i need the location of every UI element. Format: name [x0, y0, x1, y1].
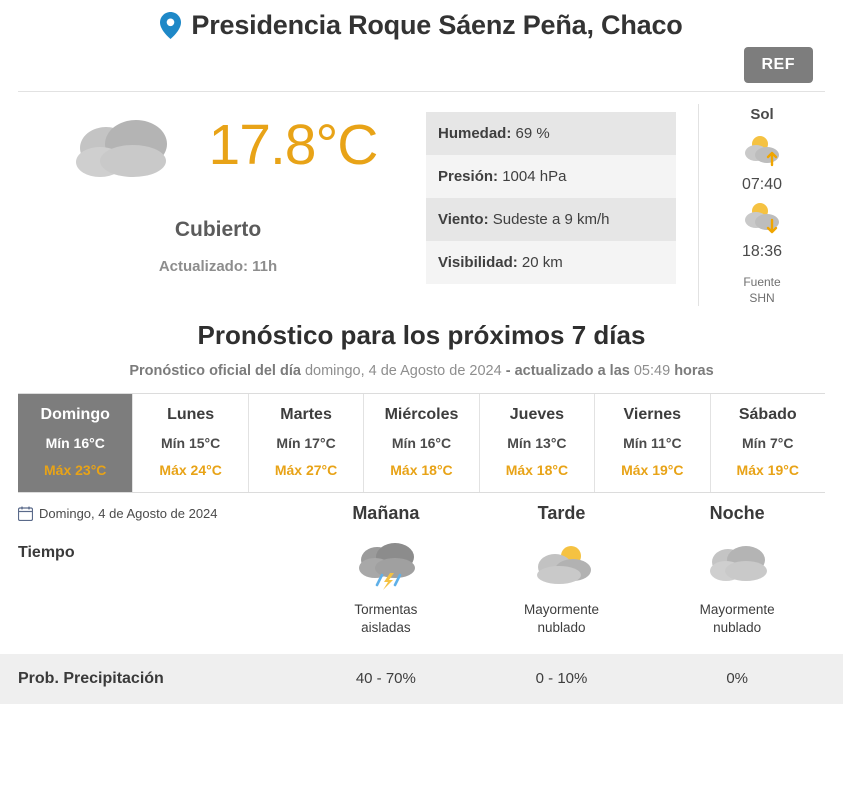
precipitation-night: 0% [726, 670, 749, 688]
sunset-time: 18:36 [741, 243, 783, 260]
current-summary [18, 104, 418, 275]
forecast-subtitle-e: horas [674, 363, 714, 380]
sunset-block [740, 198, 784, 261]
day-name: Lunes [167, 406, 215, 424]
sunrise-time: 07:40 [741, 176, 783, 193]
ref-button[interactable]: REF [744, 47, 814, 83]
day-min: Mín 17°C [276, 435, 336, 452]
day-min: Mín 7°C [741, 435, 794, 452]
day-max: Máx 23°C [44, 462, 107, 479]
weather-cell-caption [524, 601, 599, 637]
metric-visibility-label: Visibilidad: [438, 254, 518, 271]
sun-source [743, 275, 780, 306]
metric-visibility-value: 20 km [521, 254, 563, 271]
metric-pressure [426, 155, 676, 198]
day-max: Máx 24°C [159, 462, 222, 479]
caption-line-2: aisladas [361, 620, 411, 636]
precipitation-row-label: Prob. Precipitación [18, 669, 164, 687]
day-min: Mín 11°C [623, 435, 682, 452]
metric-wind-value: Sudeste a 9 km/h [492, 211, 610, 228]
weather-cell-morning [298, 540, 474, 637]
page-title: Presidencia Roque Sáenz Peña, Chaco [191, 10, 683, 40]
metric-pressure-label: Presión: [438, 168, 499, 185]
forecast-subtitle-time: 05:49 [633, 363, 671, 380]
day-tab-sabado[interactable] [711, 394, 825, 492]
day-tab-martes[interactable] [249, 394, 364, 492]
day-max: Máx 18°C [505, 462, 569, 479]
day-tab-domingo[interactable] [18, 394, 133, 492]
current-description: Cubierto [174, 218, 262, 241]
weather-cell-night [649, 540, 825, 637]
day-name: Miércoles [384, 406, 459, 424]
sun-title: Sol [750, 106, 774, 123]
weather-cell-afternoon [474, 540, 650, 637]
day-tab-miercoles[interactable] [364, 394, 479, 492]
ref-button-row [0, 47, 843, 91]
sunset-icon [740, 198, 784, 241]
sunrise-block [740, 131, 784, 194]
sun-source-label: Fuente [743, 275, 781, 289]
forecast-title: Pronóstico para los próximos 7 días [197, 320, 646, 351]
sun-source-name: SHN [749, 290, 775, 305]
day-tab-jueves[interactable] [480, 394, 595, 492]
day-max: Máx 27°C [274, 462, 338, 479]
day-name: Domingo [40, 406, 110, 424]
day-tab-lunes[interactable] [133, 394, 248, 492]
caption-line-1: Tormentas [354, 602, 418, 618]
thunderstorm-icon [353, 540, 419, 595]
caption-line-1: Mayormente [699, 602, 775, 618]
day-min: Mín 16°C [391, 435, 452, 452]
forecast-subtitle-a: Pronóstico oficial del día [129, 363, 301, 380]
detail-date-text: Domingo, 4 de Agosto de 2024 [39, 506, 218, 522]
day-name: Martes [280, 406, 332, 424]
day-name: Viernes [623, 406, 682, 424]
metric-wind-label: Viento: [438, 211, 489, 228]
metric-visibility [426, 241, 676, 284]
metric-humidity [426, 112, 676, 155]
precipitation-morning: 40 - 70% [355, 670, 416, 688]
detail-header-row [18, 493, 825, 526]
forecast-subtitle-date: domingo, 4 de Agosto de 2024 [304, 363, 502, 380]
day-min: Mín 15°C [160, 435, 221, 452]
caption-line-2: nublado [537, 620, 586, 636]
day-min: Mín 16°C [45, 435, 105, 452]
partly-cloudy-icon [529, 540, 595, 595]
caption-line-1: Mayormente [523, 602, 600, 618]
column-morning: Mañana [352, 503, 420, 524]
weather-row [18, 526, 825, 647]
weather-cell-caption [354, 601, 417, 637]
metric-humidity-value: 69 % [515, 125, 550, 142]
weather-cell-caption [700, 601, 775, 637]
precipitation-afternoon: 0 - 10% [535, 670, 588, 688]
forecast-subtitle-c: - actualizado a las [505, 363, 630, 380]
page-header [0, 0, 843, 47]
precipitation-row [0, 654, 843, 704]
day-max: Máx 19°C [621, 462, 684, 479]
detail-date [18, 506, 298, 521]
cloudy-icon [59, 104, 189, 186]
cloudy-icon [704, 540, 770, 595]
sun-panel [698, 104, 825, 306]
day-max: Máx 19°C [736, 462, 799, 479]
metric-pressure-value: 1004 hPa [502, 168, 567, 185]
day-max: Máx 18°C [390, 462, 453, 479]
current-updated: Actualizado: 11h [158, 258, 278, 275]
day-name: Sábado [738, 406, 797, 424]
day-detail [0, 493, 843, 703]
weather-row-label: Tiempo [18, 544, 75, 562]
column-night: Noche [709, 503, 765, 524]
current-conditions [0, 92, 843, 314]
current-temperature: 17.8°C [208, 113, 378, 177]
day-tabs [18, 393, 825, 493]
day-min: Mín 13°C [507, 435, 567, 452]
metric-wind [426, 198, 676, 241]
calendar-icon [18, 506, 33, 521]
current-temp-row [18, 104, 418, 186]
day-tab-viernes[interactable] [595, 394, 710, 492]
forecast-subtitle [0, 363, 843, 379]
current-metrics [426, 112, 676, 284]
location-pin-icon [160, 12, 181, 39]
sunrise-icon [740, 131, 784, 174]
day-name: Jueves [509, 406, 565, 424]
column-afternoon: Tarde [537, 503, 586, 524]
caption-line-2: nublado [713, 620, 762, 636]
metric-humidity-label: Humedad: [438, 125, 512, 142]
